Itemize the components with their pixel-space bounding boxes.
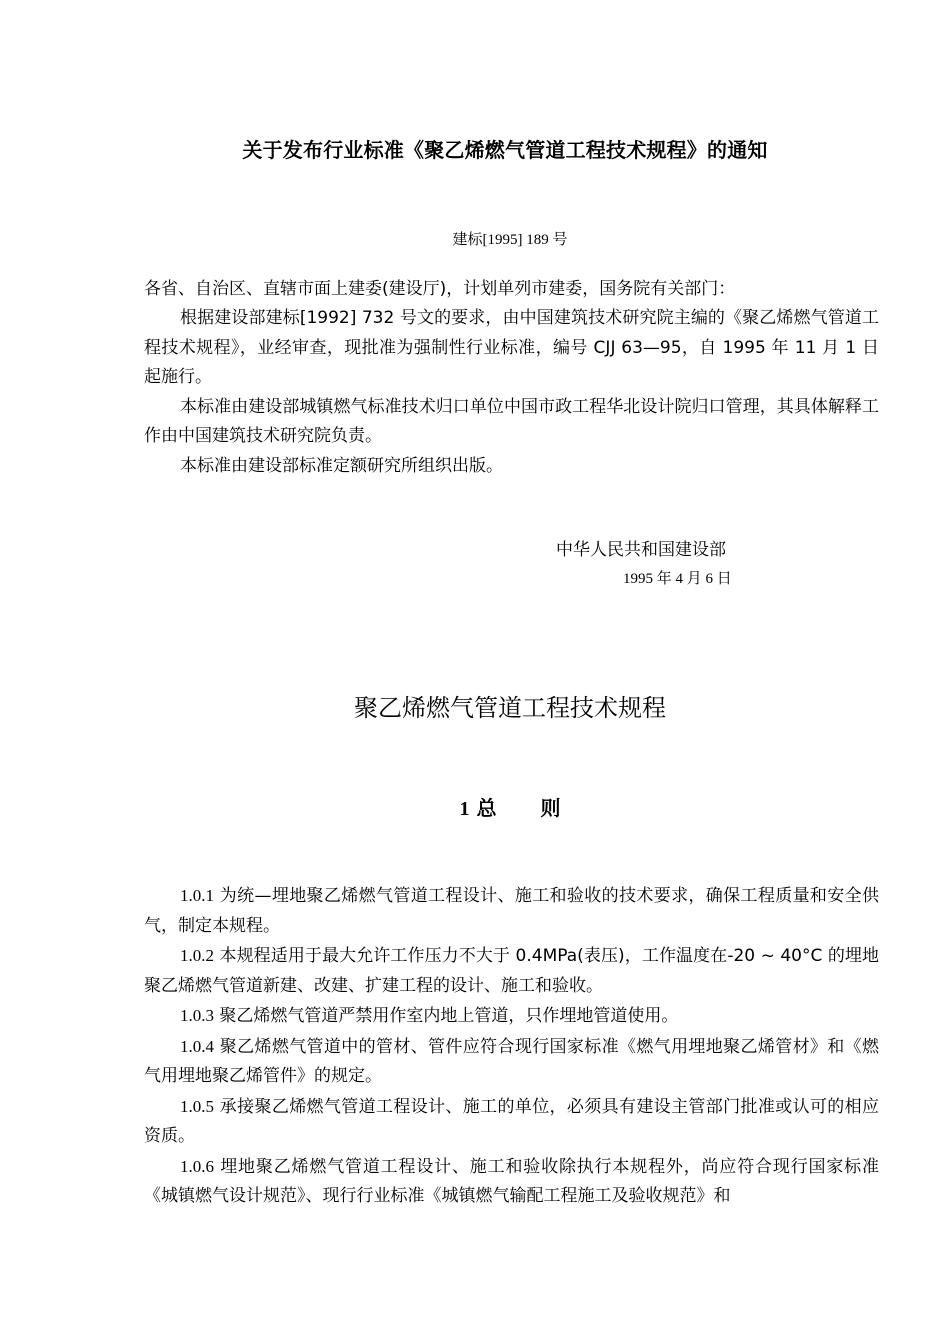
clause-item xyxy=(144,1092,879,1152)
addressee-line: 各省、自治区、直辖市面上建委(建设厅)，计划单列市建委，国务院有关部门： xyxy=(144,279,736,299)
clause-item xyxy=(144,1152,879,1212)
issue-date: 1995 年 4 月 6 日 xyxy=(623,571,732,587)
clause-text: 聚乙烯燃气管道中的管材、管件应符合现行国家标准《燃气用埋地聚乙烯管材》和《燃气用埋地聚乙烯管件》的规定。 xyxy=(144,1036,879,1086)
document-title: 聚乙烯燃气管道工程技术规程 xyxy=(354,694,666,722)
clause-text: 聚乙烯燃气管道严禁用作室内地上管道，只作埋地管道使用。 xyxy=(219,1006,679,1026)
document-number: 建标[1995] 189 号 xyxy=(452,232,568,248)
clause-text: 承接聚乙烯燃气管道工程设计、施工的单位，必须具有建设主管部门批准或认可的相应资质。 xyxy=(144,1096,879,1146)
clause-item xyxy=(144,1032,879,1092)
notice-paragraph-approval: 根据建设部建标[1992] 732 号文的要求，由中国建筑技术研究院主编的《聚乙烯燃气管道工程技术规程》，业经审查，现批准为强制性行业标准，编号 CJJ 63—95，自 1995 年 11 月 1 日起施行。 xyxy=(144,308,879,387)
clause-text: 埋地聚乙烯燃气管道工程设计、施工和验收除执行本规程外，尚应符合现行国家标准《城镇燃气设计规范》、现行行业标准《城镇燃气输配工程施工及验收规范》和 xyxy=(144,1156,879,1206)
chapter-title-part1: 总 xyxy=(476,796,497,820)
clause-item xyxy=(144,1001,879,1032)
chapter-heading xyxy=(0,792,950,821)
clause-text: 为统—埋地聚乙烯燃气管道工程设计、施工和验收的技术要求，确保工程质量和安全供气，制定本规程。 xyxy=(144,886,879,936)
issuing-authority: 中华人民共和国建设部 xyxy=(556,540,726,560)
clause-item xyxy=(144,881,879,941)
clause-number: 1.0.1 xyxy=(180,886,214,905)
clause-text: 本规程适用于最大允许工作压力不大于 0.4MPa(表压)，工作温度在-20 ~ 40°C 的埋地聚乙烯燃气管道新建、改建、扩建工程的设计、施工和验收。 xyxy=(144,946,880,996)
notice-title: 关于发布行业标准《聚乙烯燃气管道工程技术规程》的通知 xyxy=(242,138,768,162)
clause-number: 1.0.5 xyxy=(180,1096,214,1116)
chapter-number: 1 xyxy=(459,798,470,820)
clause-item xyxy=(144,941,879,1001)
notice-paragraph-management: 本标准由建设部城镇燃气标准技术归口单位中国市政工程华北设计院归口管理，其具体解释工作由中国建筑技术研究院负责。 xyxy=(144,396,879,446)
clause-number: 1.0.6 xyxy=(180,1156,214,1176)
notice-body xyxy=(144,304,879,481)
notice-addressee xyxy=(144,275,879,305)
chapter-title-part2: 则 xyxy=(540,796,561,820)
clause-number: 1.0.2 xyxy=(180,946,214,965)
clause-number: 1.0.4 xyxy=(180,1036,214,1056)
clause-list xyxy=(144,881,879,1212)
clause-number: 1.0.3 xyxy=(180,1006,214,1025)
notice-paragraph-publishing: 本标准由建设部标准定额研究所组织出版。 xyxy=(180,455,503,476)
